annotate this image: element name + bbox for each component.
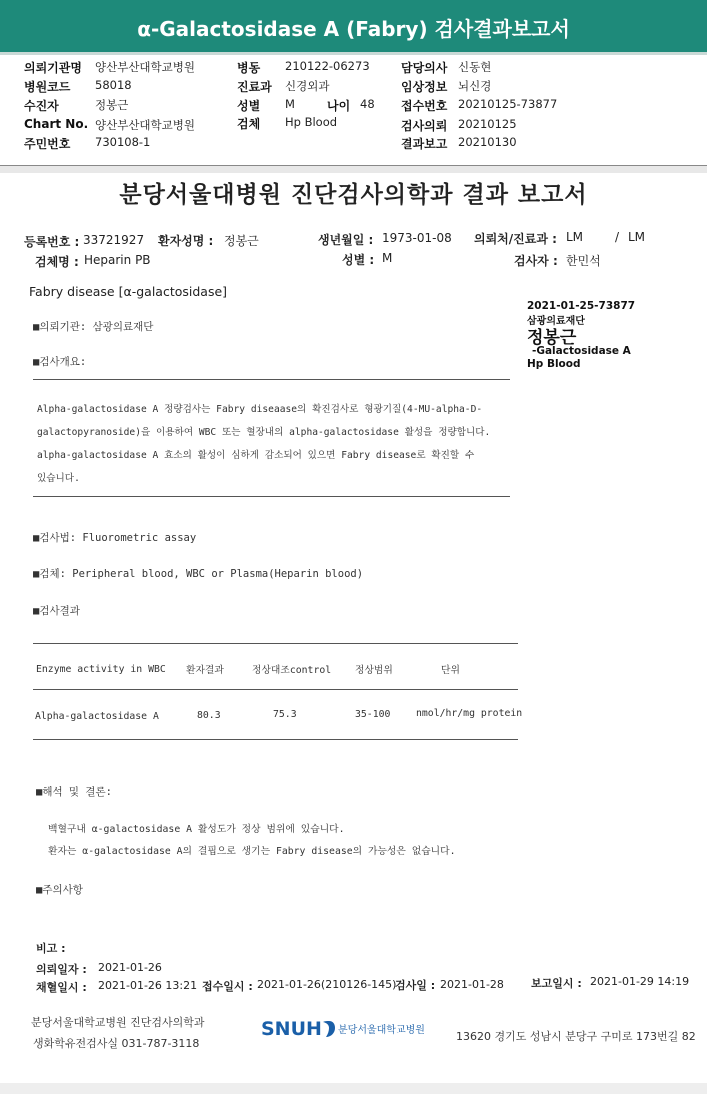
sex-value-2: M [382,251,393,265]
section-divider [0,166,707,173]
stamp-org: 삼광의료재단 [527,316,585,327]
overview-rule-bottom [33,496,510,497]
requester-label: 의뢰처/진료과 : [474,232,557,246]
test-date-label: 검사일 : [395,979,436,992]
patient-name-value: 정봉근 [224,234,259,248]
overview-heading: ■검사개요: [33,356,87,368]
ref-org: ■의뢰기관: 삼광의료재단 [33,321,154,333]
table-header-patient: 환자결과 [186,665,224,676]
overview-line-2: galactopyranoside)을 이용하여 WBC 또는 혈장내의 alpha-galactosidase 활성을 정량합니다. [37,427,491,438]
tester-label: 검사자 : [514,254,558,268]
hospital-code-value: 58018 [95,78,132,92]
doctor-value: 신동현 [458,60,492,74]
patient-label: 수진자 [24,99,59,113]
table-rule-mid [33,689,518,690]
sex-value: M [285,97,295,111]
collection-label: 채혈일시 : [36,981,87,994]
request-value: 20210125 [458,117,517,131]
test-date-value: 2021-01-28 [440,978,504,991]
report-value: 20210130 [458,135,517,149]
age-label: 나이 [327,99,351,113]
department-value: 신경외과 [285,79,330,93]
resident-no-value: 730108-1 [95,135,151,149]
sex-label-2: 성별 : [342,253,375,267]
report-date-value: 2021-01-29 14:19 [590,975,690,988]
dob-value: 1973-01-08 [382,231,452,245]
specimen-label: 검체명 : [35,255,79,269]
requester-value-1: LM [566,230,584,244]
hospital-value: 양산부산대학교병원 [95,60,195,74]
reg-no-value: 33721927 [83,233,145,247]
clinical-info-value: 뇌신경 [458,79,492,93]
page-bottom-band [0,1083,707,1094]
receipt-no-label: 접수번호 [401,99,448,113]
report-title: 분당서울대병원 진단검사의학과 결과 보고서 [119,182,588,208]
overview-rule-top [33,379,510,380]
stamp-test: -Galactosidase A [532,345,631,357]
department-label: 진료과 [237,80,272,94]
doctor-label: 담당의사 [401,61,448,75]
overview-line-4: 있습니다. [37,473,80,484]
snuh-logo-icon [322,1020,336,1042]
ward-value: 210122-06273 [285,59,370,73]
patient-value: 정봉근 [95,98,129,112]
interpretation-heading: ■해석 및 결론: [36,786,113,798]
requester-value-2: LM [628,230,646,244]
overview-line-1: Alpha-galactosidase A 정량검사는 Fabry diseaase의 확진검사로 형광기질(4-MU-alpha-D- [37,404,483,415]
banner-title: α-Galactosidase A (Fabry) 검사결과보고서 [137,17,570,41]
collection-value: 2021-01-26 13:21 [98,979,198,992]
table-cell-analyte: Alpha-galactosidase A [35,711,159,722]
table-cell-range: 35-100 [355,709,391,720]
banner [0,0,707,55]
receipt-value: 2021-01-26(210126-145) [257,978,397,991]
report-date-label: 보고일시 : [531,977,582,990]
sample-value: Hp Blood [285,115,338,129]
stamp-sample: Hp Blood [527,358,581,370]
patient-name-label: 환자성명 : [158,234,214,248]
request-date-label: 의뢰일자 : [36,963,87,976]
overview-line-3: alpha-galactosidase A 효소의 활성이 심하게 감소되어 있으면 Fabry disease로 확진할 수 [37,450,475,461]
table-header-range: 정상범위 [355,665,393,676]
chart-no-value: 양산부산대학교병원 [95,118,195,132]
order-header [0,55,707,167]
dob-label: 생년월일 : [318,233,374,247]
stamp-patient: 정봉근 [527,328,577,348]
receipt-label: 접수일시 : [202,980,253,993]
table-header-control: 정상대조control [252,665,332,676]
method-line: ■검사법: Fluorometric assay [33,532,197,544]
table-cell-unit: nmol/hr/mg protein [416,708,523,719]
footer-lab: 생화학유전검사실 031-787-3118 [33,1037,200,1050]
sample-label: 검체 [237,117,261,131]
result-heading: ■검사결과 [33,605,80,617]
stamp-receipt-no: 2021-01-25-73877 [527,300,636,312]
sex-label: 성별 [237,99,261,113]
snuh-logo-text: SNUH [261,1018,322,1040]
requester-separator: / [615,230,620,244]
interpretation-line-2: 환자는 α-galactosidase A의 결핍으로 생기는 Fabry disease의 가능성은 없습니다. [48,846,456,857]
receipt-no-value: 20210125-73877 [458,97,558,111]
request-date-value: 2021-01-26 [98,961,162,974]
specimen-value: Heparin PB [84,253,151,267]
request-label: 검사의뢰 [401,119,448,133]
hospital-code-label: 병원코드 [24,80,71,94]
table-header-enzyme: Enzyme activity in WBC [36,664,166,675]
snuh-logo-korean: 분당서울대학교병원 [338,1025,425,1036]
remark-label: 비고 : [36,942,66,955]
ward-label: 병동 [237,61,261,75]
age-value: 48 [360,97,375,111]
report-label: 결과보고 [401,137,448,151]
reg-no-label: 등록번호 : [24,235,80,249]
table-cell-patient-result: 80.3 [197,710,221,721]
footer-address: 13620 경기도 성남시 분당구 구미로 173번길 82 [456,1030,696,1043]
specimen-line: ■검체: Peripheral blood, WBC or Plasma(Heparin blood) [33,568,364,580]
resident-no-label: 주민번호 [24,137,71,151]
table-cell-control: 75.3 [273,709,297,720]
footer-department: 분당서울대학교병원 진단검사의학과 [31,1016,205,1029]
clinical-info-label: 임상정보 [401,80,448,94]
chart-no-label: Chart No. [24,117,89,131]
interpretation-line-1: 백혈구내 α-galactosidase A 활성도가 정상 범위에 있습니다. [48,824,345,835]
caution-heading: ■주의사항 [36,884,83,896]
test-name: Fabry disease [α-galactosidase] [29,284,228,299]
table-header-unit: 단위 [441,665,460,676]
table-rule-bottom [33,739,518,740]
hospital-label: 의뢰기관명 [24,61,82,75]
tester-value: 한민석 [566,254,601,268]
table-rule-top [33,643,518,644]
